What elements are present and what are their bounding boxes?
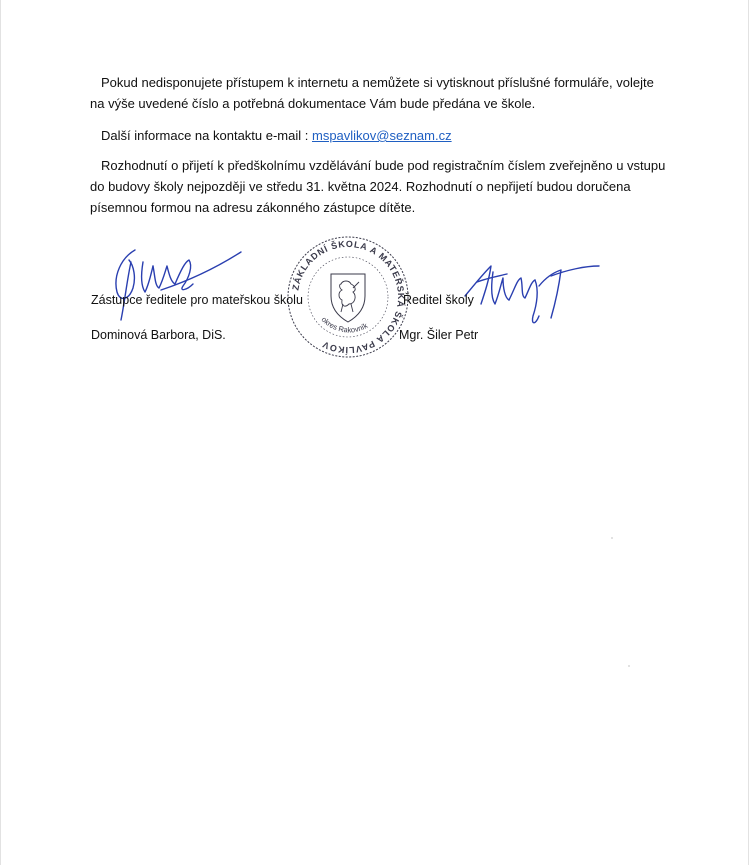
paragraph-internet-access	[90, 72, 670, 114]
deputy-name: Dominová Barbora, DiS.	[91, 328, 226, 342]
stamp-inner-text: okres Rakovník	[319, 314, 370, 335]
stamp-outer-text: ZÁKLADNÍ ŠKOLA A MATEŘSKÁ ŠKOLA PAVLÍKOV	[290, 238, 407, 356]
paragraph-admission-decision	[90, 155, 670, 218]
deputy-title: Zástupce ředitele pro mateřskou školu	[91, 293, 303, 307]
coat-of-arms-icon	[331, 274, 365, 322]
svg-text:okres Rakovník	[320, 315, 370, 335]
scan-speck	[628, 665, 630, 667]
email-link[interactable]: mspavlikov@seznam.cz	[311, 128, 452, 143]
paragraph-internet-access-text: Pokud nedisponujete přístupem k internetu a nemůžete si vytisknout příslušné formuláře, volejte na výše uvedené číslo a potřebná dokumentace Vám bude předána ve škole.	[90, 75, 654, 111]
svg-text:ZÁKLADNÍ ŠKOLA A MATEŘSKÁ ŠKOL	[290, 239, 406, 355]
contact-label: Další informace na kontaktu e-mail :	[101, 128, 312, 143]
paragraph-contact	[90, 125, 670, 146]
director-name: Mgr. Šiler Petr	[399, 328, 479, 342]
director-title: Ředitel školy	[403, 293, 474, 307]
paragraph-admission-decision-text: Rozhodnutí o přijetí k předškolnímu vzdělávání bude pod registračním číslem zveřejněno u vstupu do budovy školy nejpozději ve středu 31. května 2024. Rozhodnutí o nepřijetí budou doručena písemnou formou na adresu zákonného zástupce dítěte.	[90, 158, 666, 215]
scan-speck	[611, 537, 613, 539]
deputy-signature	[101, 240, 251, 330]
director-signature	[463, 256, 603, 336]
school-stamp	[285, 234, 411, 360]
